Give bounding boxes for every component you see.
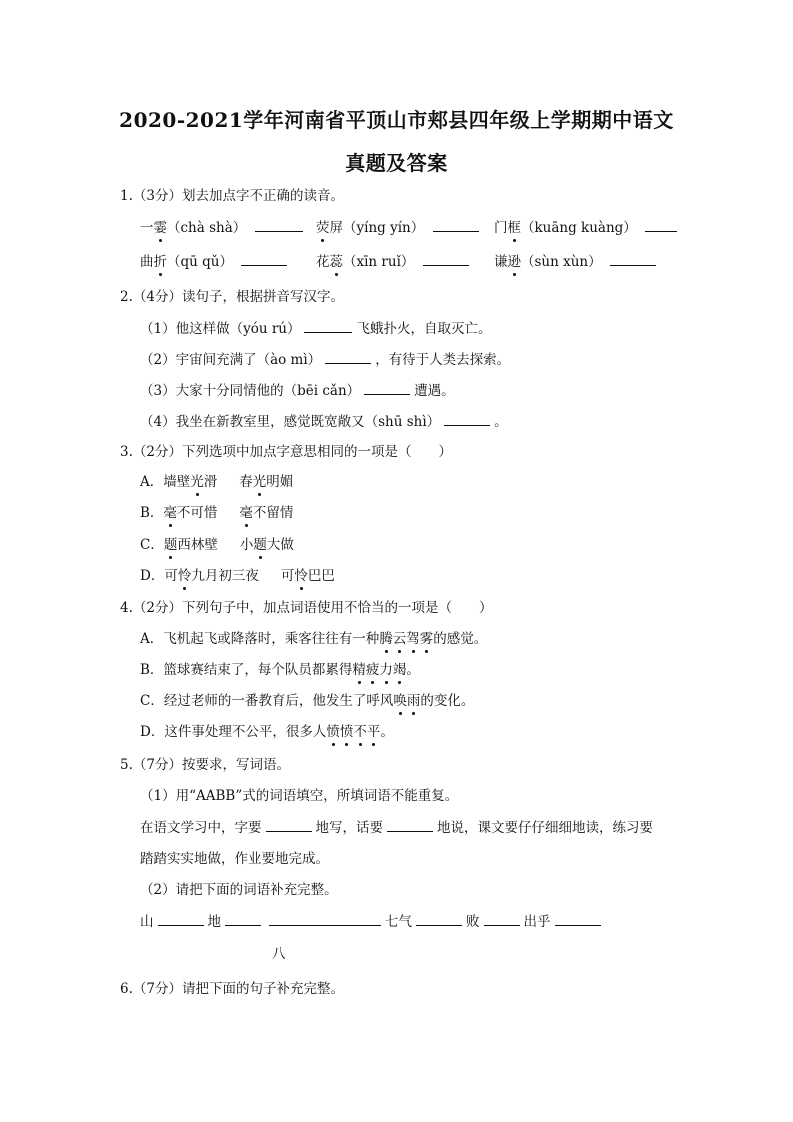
idiom-char: 败: [466, 914, 480, 930]
q5-idiom-row: [140, 912, 605, 932]
word-part: 西林壁: [177, 537, 218, 553]
answer-blank[interactable]: [444, 412, 490, 426]
q2-s4-text-end: 。: [494, 414, 508, 430]
answer-blank[interactable]: [255, 218, 303, 232]
dot-char: 光: [190, 474, 204, 490]
idiom-char: 地: [207, 914, 221, 930]
option-label: B．: [140, 505, 164, 521]
dot-char: 雾: [419, 631, 434, 647]
answer-blank[interactable]: [387, 818, 433, 832]
q5-part-1-sentence: [140, 818, 653, 838]
dot-char: 精: [352, 662, 366, 678]
q1-item-6-dot-char: 逊: [507, 254, 521, 270]
answer-blank[interactable]: [241, 252, 287, 266]
dot-char: 毫: [239, 505, 253, 521]
q1-item-3: [494, 218, 681, 238]
q1-item-5: [316, 252, 473, 272]
word-part: 滑: [203, 474, 218, 490]
q5-part-1-instruction: （1）用“AABB”式的词语填空，所填词语不能重复。: [140, 788, 459, 804]
sentence-text: 地说，课文要仔仔细细地读，练习要: [437, 820, 653, 836]
question-1-stem: 1.（3分）划去加点字不正确的读音。: [120, 188, 344, 204]
q5-part-2-instruction: （2）请把下面的词语补充完整。: [140, 882, 338, 898]
q1-item-4-dot-char: 折: [153, 254, 167, 270]
option-label: C．: [140, 537, 164, 553]
answer-blank[interactable]: [433, 218, 479, 232]
q2-s2-text: （2）宇宙间充满了（ào mì）: [140, 352, 322, 368]
option-text: 的感觉。: [433, 631, 488, 647]
answer-blank[interactable]: [225, 912, 261, 926]
dot-char: 怜: [177, 568, 192, 584]
q1-item-1-pre: 一: [140, 220, 154, 236]
q1-item-3-dot-char: 框: [507, 220, 521, 236]
option-text: B．篮球赛结束了，每个队员都累得: [140, 662, 353, 678]
dot-char: 腾: [379, 631, 393, 647]
q1-item-3-pre: 门: [494, 220, 508, 236]
dot-char: 驾: [406, 631, 420, 647]
q1-item-1-dot-char: 霎: [153, 220, 167, 236]
question-2-stem: 2.（4分）读句子，根据拼音写汉字。: [120, 289, 344, 305]
answer-blank[interactable]: [645, 218, 677, 232]
q1-item-5-pre: 花: [316, 254, 330, 270]
q1-item-2: [316, 218, 483, 238]
q2-s4-text: （4）我坐在新教室里，感觉既宽敞又（shū shì）: [140, 414, 441, 430]
q3-option-c[interactable]: [140, 535, 294, 555]
q2-s1-text: （1）他这样做（yóu rú）: [140, 321, 301, 337]
sentence-text: 在语文学习中，字要: [140, 820, 262, 836]
q1-item-6: [494, 252, 660, 272]
question-3-stem: 3.（2分）下列选项中加点字意思相同的一项是（ ）: [120, 444, 452, 460]
q5-idiom-wrap-char: 八: [272, 946, 286, 962]
dot-char: 疲: [365, 662, 380, 678]
q1-item-1-pinyin: （chà shà）: [167, 220, 247, 236]
q1-item-2-pinyin: 屏（yíng yín）: [329, 220, 425, 236]
word-part: 大做: [266, 537, 294, 553]
word-part: 不留情: [252, 505, 294, 521]
sentence-text: 地写，话要: [315, 820, 383, 836]
q1-item-2-dot-char: 荧: [316, 220, 330, 236]
dot-char: 愤: [339, 724, 354, 740]
word-part: 九月初三夜: [191, 568, 259, 584]
option-text: 的变化。: [420, 693, 475, 709]
q1-item-5-dot-char: 蕊: [329, 254, 343, 270]
question-5-stem: 5.（7分）按要求，写词语。: [120, 757, 290, 773]
question-4-stem: 4.（2分）下列句子中，加点词语使用不恰当的一项是（ ）: [120, 600, 493, 616]
idiom-char: 出乎: [523, 914, 551, 930]
idiom-char: 七气: [385, 914, 412, 930]
page-title: 2020-2021学年河南省平顶山市郏县四年级上学期期中语文: [119, 108, 674, 132]
word-char: 风: [379, 693, 394, 709]
q2-s1-text-end: 飞蛾扑火，自取灭亡。: [356, 321, 492, 337]
option-label: D．: [140, 568, 165, 584]
answer-blank[interactable]: [269, 912, 381, 926]
option-text: 。: [380, 724, 394, 740]
answer-blank[interactable]: [158, 912, 204, 926]
answer-blank[interactable]: [266, 818, 312, 832]
q3-option-d[interactable]: [140, 566, 335, 586]
q1-item-4: [140, 252, 291, 272]
dot-char: 题: [253, 537, 267, 553]
q3-option-a[interactable]: [140, 472, 293, 492]
q1-item-5-pinyin: （xīn ruǐ）: [343, 254, 415, 270]
q2-sentence-1: [140, 319, 491, 339]
dot-char: 不: [353, 724, 367, 740]
word-part: 不可惜: [176, 505, 218, 521]
q4-option-b[interactable]: [140, 660, 420, 680]
dot-char: 云: [392, 631, 407, 647]
q3-option-b[interactable]: [140, 503, 293, 523]
word-part: 明媚: [266, 474, 294, 490]
option-text: 。: [406, 662, 420, 678]
dot-char: 平: [366, 724, 381, 740]
q2-sentence-4: [140, 412, 508, 432]
answer-blank[interactable]: [484, 912, 520, 926]
dot-char: 竭: [392, 662, 407, 678]
q1-item-6-pinyin: （sùn xùn）: [521, 254, 602, 270]
dot-char: 雨: [406, 693, 421, 709]
page-title-line2: 真题及答案: [345, 151, 448, 175]
dot-char: 光: [252, 474, 267, 490]
option-label: A．: [140, 474, 164, 490]
word-part: 可: [164, 568, 178, 584]
answer-blank[interactable]: [416, 912, 462, 926]
q4-option-d[interactable]: [140, 722, 394, 742]
q2-s2-text-end: ，有待于人类去探索。: [375, 352, 511, 368]
q2-s3-text: （3）大家十分同情他的（bēi cǎn）: [140, 383, 361, 399]
option-text: A．飞机起飞或降落时，乘客往往有一种: [140, 631, 380, 647]
dot-char: 题: [163, 537, 178, 553]
q1-item-4-pre: 曲: [140, 254, 154, 270]
word-char: 呼: [366, 693, 380, 709]
answer-blank[interactable]: [610, 252, 656, 266]
idiom-char: 山: [140, 914, 154, 930]
option-text: C．经过老师的一番教育后，他发生了: [140, 693, 367, 709]
q1-item-3-pinyin: （kuāng kuàng）: [521, 220, 637, 236]
answer-blank[interactable]: [423, 252, 469, 266]
dot-char: 力: [379, 662, 393, 678]
q1-item-6-pre: 谦: [494, 254, 508, 270]
word-part: 墙壁: [163, 474, 191, 490]
dot-char: 唤: [393, 693, 407, 709]
q1-item-4-pinyin: （qū qǔ）: [167, 254, 233, 270]
question-6-stem: 6.（7分）请把下面的句子补充完整。: [120, 981, 344, 997]
q4-option-c[interactable]: [140, 691, 474, 711]
dot-char: 毫: [163, 505, 177, 521]
answer-blank[interactable]: [325, 350, 371, 364]
q1-item-1: [140, 218, 307, 238]
q2-sentence-3: [140, 381, 455, 401]
answer-blank[interactable]: [304, 319, 352, 333]
q2-sentence-2: [140, 350, 510, 370]
q5-part-1-sentence-cont: 踏踏实实地做，作业要地完成。: [140, 851, 329, 867]
option-text: D．这件事处理不公平，很多人: [140, 724, 327, 740]
answer-blank[interactable]: [364, 381, 410, 395]
dot-char: 怜: [294, 568, 308, 584]
word-part: 春: [239, 474, 253, 490]
answer-blank[interactable]: [555, 912, 601, 926]
dot-char: 愤: [326, 724, 340, 740]
q4-option-a[interactable]: [140, 629, 487, 649]
word-part: 巴巴: [307, 568, 335, 584]
word-part: 可: [280, 568, 295, 584]
q2-s3-text-end: 遭遇。: [414, 383, 455, 399]
word-part: 小: [239, 537, 254, 553]
